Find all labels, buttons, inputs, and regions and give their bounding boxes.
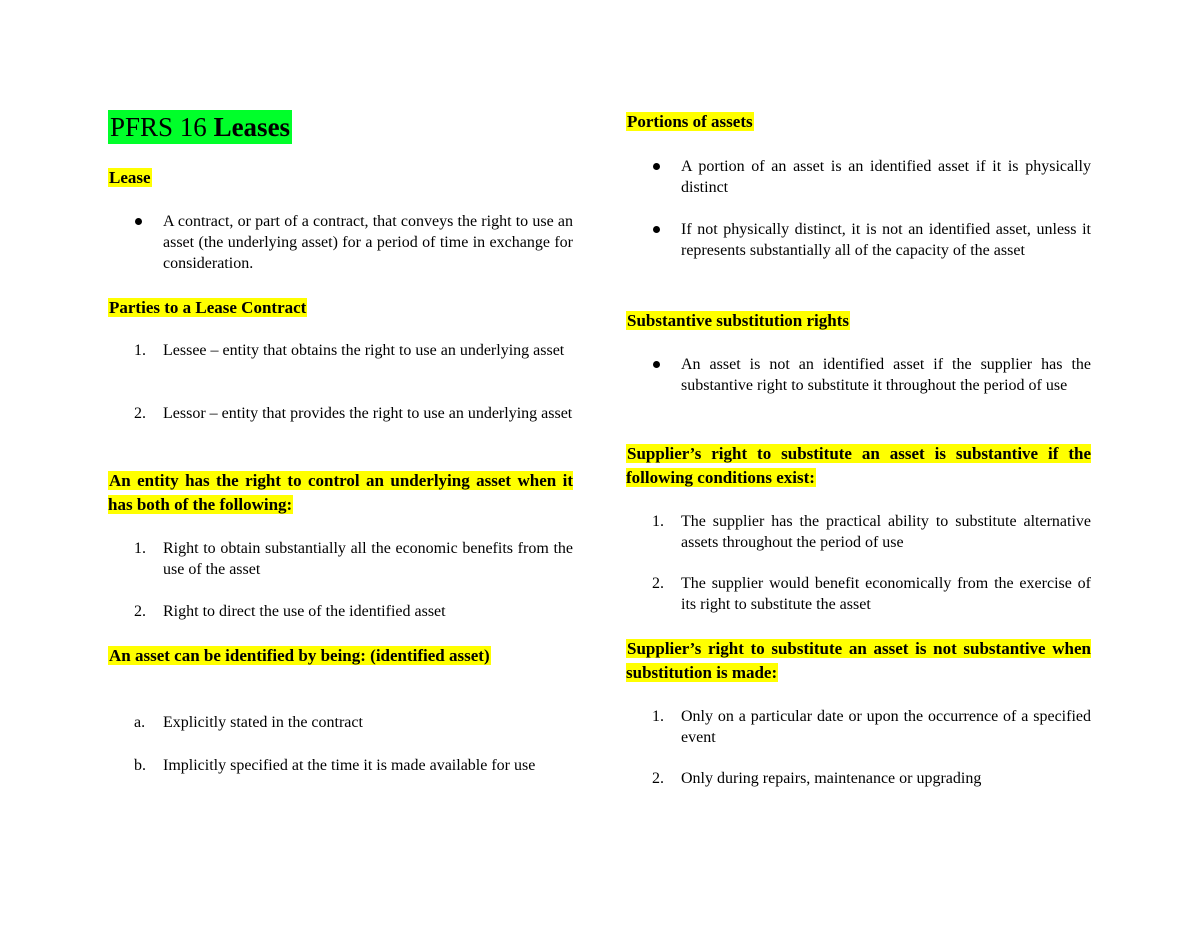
title-prefix: PFRS 16 [110, 112, 207, 142]
page-title [108, 110, 292, 144]
list-item: 1. The supplier has the practical ability to substitute alternative assets throughout the period of use [652, 513, 1091, 551]
bullet-icon [135, 218, 142, 225]
section-heading-portions: Portions of assets [627, 112, 753, 131]
section-heading-substantive: Supplier’s right to substitute an asset is substantive if the following conditions exist: [626, 444, 1091, 487]
section-heading-control: An entity has the right to control an underlying asset when it has both of the following: [108, 471, 573, 514]
list-item: A contract, or part of a contract, that conveys the right to use an asset (the underlying asset) for a period of time in exchange for consideration. [108, 211, 573, 274]
list-item: a. Explicitly stated in the contract [134, 714, 363, 731]
list-item: b. Implicitly specified at the time it is made available for use [134, 757, 536, 774]
list-item: 2. Right to direct the use of the identified asset [134, 603, 446, 620]
bullet-icon [653, 226, 660, 233]
list-item: 2. Only during repairs, maintenance or upgrading [652, 770, 982, 787]
section-heading-parties: Parties to a Lease Contract [109, 298, 307, 317]
list-item: If not physically distinct, it is not an identified asset, unless it represents substantially all of the capacity of the asset [626, 219, 1091, 261]
list-item: An asset is not an identified asset if the supplier has the substantive right to substitute it throughout the period of use [626, 354, 1091, 396]
list-item: 2. Lessor – entity that provides the right to use an underlying asset [134, 405, 573, 422]
section-heading-lease: Lease [109, 168, 151, 187]
list-item: 1. Lessee – entity that obtains the right to use an underlying asset [134, 342, 565, 359]
section-heading-not-substantive: Supplier’s right to substitute an asset is not substantive when substitution is made: [626, 639, 1091, 682]
list-item: 1. Right to obtain substantially all the economic benefits from the use of the asset [134, 540, 573, 578]
bullet-icon [653, 361, 660, 368]
list-item: 2. The supplier would benefit economically from the exercise of its right to substitute the asset [652, 575, 1091, 613]
title-bold: Leases [213, 112, 291, 142]
list-item: A portion of an asset is an identified asset if it is physically distinct [626, 156, 1091, 198]
bullet-icon [653, 163, 660, 170]
section-heading-substitution: Substantive substitution rights [627, 311, 850, 330]
list-item: 1. Only on a particular date or upon the occurrence of a specified event [652, 708, 1091, 746]
section-heading-identified: An asset can be identified by being: (identified asset) [109, 646, 490, 665]
